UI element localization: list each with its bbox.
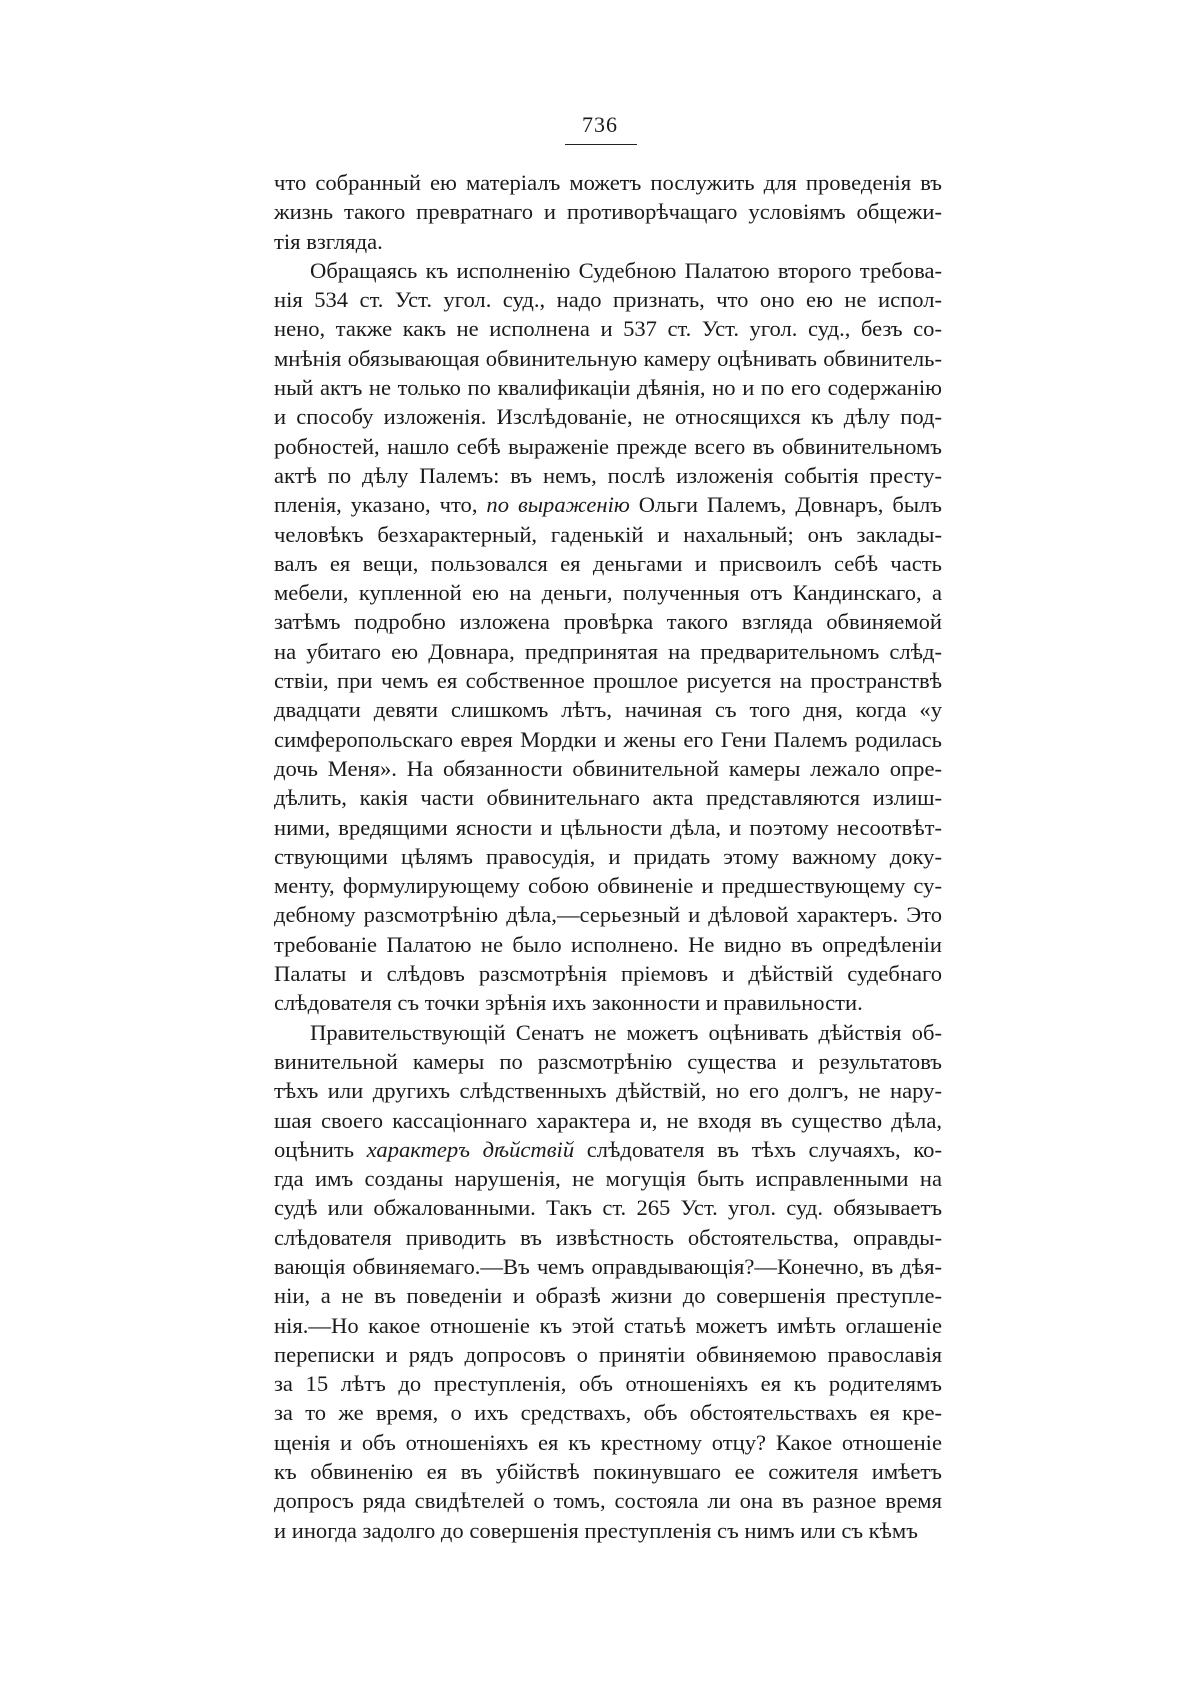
text-line: гда имъ созданы нарушенія, не могущія быть исправленными на xyxy=(274,1166,942,1192)
body-text xyxy=(274,168,942,1545)
text-line: ствующими цѣлямъ правосудія, и придать этому важному доку- xyxy=(274,843,942,869)
text-line: за то же время, о ихъ средствахъ, объ обстоятельствахъ ея кре- xyxy=(274,1400,942,1426)
text-line: валъ ея вещи, пользовался ея деньгами и присвоилъ себѣ часть xyxy=(274,550,942,576)
paragraph xyxy=(274,1018,942,1545)
text-line: за 15 лѣтъ до преступленія, объ отношеніяхъ ея къ родителямъ xyxy=(274,1371,942,1397)
text-line: двадцати девяти слишкомъ лѣтъ, начиная съ того дня, когда «у xyxy=(274,697,942,723)
text-line: жизнь такого превратнаго и противорѣчащаго условіямъ общежи- xyxy=(274,199,942,225)
text-line: судѣ или обжалованными. Такъ ст. 265 Уст. угол. суд. обязываетъ xyxy=(274,1195,942,1221)
text-line: Палаты и слѣдовъ разсмотрѣнія пріемовъ и дѣйствій судебнаго xyxy=(274,961,942,987)
text-line: затѣмъ подробно изложена провѣрка такого взгляда обвиняемой xyxy=(274,609,942,635)
text-line: дочь Меня». На обязанности обвинительной камеры лежало опре- xyxy=(274,755,942,781)
text-line: и иногда задолго до совершенія преступленія съ нимъ или съ кѣмъ xyxy=(274,1517,918,1543)
text-line: на убитаго ею Довнара, предпринятая на предварительномъ слѣд- xyxy=(274,638,942,664)
text-line: ный актъ не только по квалификаціи дѣянія, но и по его содержанію xyxy=(274,375,942,401)
text-line: переписки и рядъ допросовъ о принятіи обвиняемою православія xyxy=(274,1341,942,1367)
text-line: робностей, нашло себѣ выраженіе прежде всего въ обвинительномъ xyxy=(274,433,942,459)
text-line: менту, формулирующему собою обвиненіе и предшествующему су- xyxy=(274,873,942,899)
text-line: шая своего кассаціоннаго характера и, не входя въ существо дѣла, xyxy=(274,1107,942,1133)
text-line: слѣдователя съ точки зрѣнія ихъ законности и правильности. xyxy=(274,990,863,1016)
text-line: и способу изложенія. Изслѣдованіе, не относящихся къ дѣлу под- xyxy=(274,404,942,430)
text-line: дѣлить, какія части обвинительнаго акта представляются излиш- xyxy=(274,785,942,811)
paragraph xyxy=(274,256,942,1018)
text-line: требованіе Палатою не было исполнено. Не видно въ опредѣленіи xyxy=(274,931,942,957)
text-line: тія взгляда. xyxy=(274,228,383,254)
text-line: Правительствующій Сенатъ не можетъ оцѣнивать дѣйствія об- xyxy=(310,1019,942,1045)
text-line: допросъ ряда свидѣтелей о томъ, состояла ли она въ разное время xyxy=(274,1488,942,1514)
italic-emphasis: по выраженію xyxy=(486,492,630,518)
text-line: что собранный ею матеріалъ можетъ послужить для проведенія въ xyxy=(274,170,942,195)
text-line: человѣкъ безхарактерный, гаденькій и нахальный; онъ заклады- xyxy=(274,521,942,547)
text-line: пленія, указано, что, по выраженію Ольги Палемъ, Довнаръ, былъ xyxy=(274,492,942,518)
text-line: вающія обвиняемаго.—Въ чемъ оправдывающія?—Конечно, въ дѣя- xyxy=(274,1253,942,1279)
text-line: щенія и объ отношеніяхъ ея къ крестному отцу? Какое отношеніе xyxy=(274,1429,942,1455)
text-line: винительной камеры по разсмотрѣнію существа и результатовъ xyxy=(274,1048,942,1074)
text-line: слѣдователя приводить въ извѣстность обстоятельства, оправды- xyxy=(274,1224,942,1250)
text-line: ними, вредящими ясности и цѣльности дѣла, и поэтому несоотвѣт- xyxy=(274,814,942,840)
paragraph xyxy=(274,168,942,256)
text-line: оцѣнить характеръ дѣйствій слѣдователя въ тѣхъ случаяхъ, ко- xyxy=(274,1136,942,1162)
text-line: мнѣнія обязывающая обвинительную камеру оцѣнивать обвинитель- xyxy=(274,345,942,371)
text-line: дебному разсмотрѣнію дѣла,—серьезный и дѣловой характеръ. Это xyxy=(274,902,942,928)
italic-emphasis: характеръ дѣйствій xyxy=(366,1136,575,1162)
page-number: 736 xyxy=(582,112,618,137)
text-line: нено, также какъ не исполнена и 537 ст. Уст. угол. суд., безъ со- xyxy=(274,316,942,342)
text-line: ствіи, при чемъ ея собственное прошлое рисуется на пространствѣ xyxy=(274,668,942,694)
text-line: нія 534 ст. Уст. угол. суд., надо признать, что оно ею не испол- xyxy=(274,287,942,313)
text-line: тѣхъ или другихъ слѣдственныхъ дѣйствій, но его долгъ, не нару- xyxy=(274,1078,942,1104)
page-number-rule xyxy=(565,144,637,145)
text-line: мебели, купленной ею на деньги, полученныя отъ Кандинскаго, а xyxy=(274,580,942,606)
text-line: Обращаясь къ исполненію Судебною Палатою второго требова- xyxy=(310,257,942,283)
text-line: нія.—Но какое отношеніе къ этой статьѣ можетъ имѣть оглашеніе xyxy=(274,1312,942,1338)
text-line: къ обвиненію ея въ убійствѣ покинувшаго ее сожителя имѣетъ xyxy=(274,1459,942,1485)
text-line: ніи, а не въ поведеніи и образѣ жизни до совершенія преступле- xyxy=(274,1283,942,1309)
text-line: симферопольскаго еврея Мордки и жены его Гени Палемъ родилась xyxy=(274,726,942,752)
text-line: актѣ по дѣлу Палемъ: въ немъ, послѣ изложенія событія престу- xyxy=(274,462,942,488)
